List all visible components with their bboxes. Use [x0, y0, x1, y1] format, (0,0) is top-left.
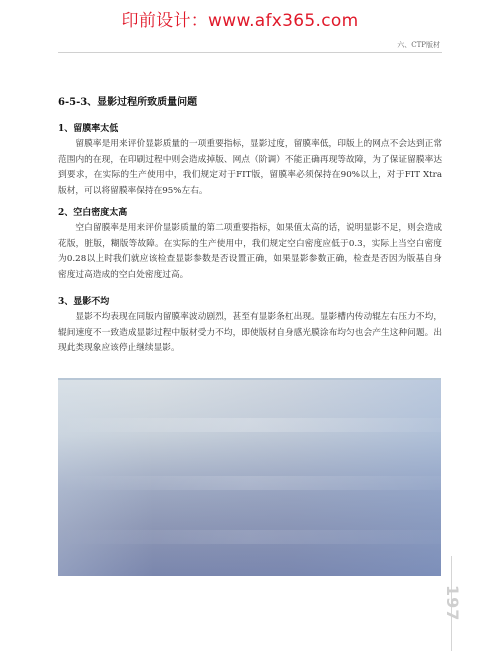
section-3	[58, 295, 442, 357]
uneven-development-plate-photo	[58, 378, 441, 576]
running-head: 六、CTP版材	[397, 41, 440, 49]
photo-streak	[58, 418, 441, 432]
photo-streak	[58, 476, 441, 490]
section-1-heading: 1、留膜率太低	[58, 124, 119, 134]
watermark-text: 印前设计：www.afx365.com	[121, 11, 359, 31]
page-number: 197	[443, 585, 462, 622]
section-2-heading: 2、空白密度太高	[58, 208, 128, 218]
section-2	[58, 206, 442, 283]
photo-streak	[58, 530, 441, 544]
section-1-text: 留膜率是用来评价显影质量的一项重要指标，显影过度，留膜率低，印版上的网点不会达到正常范围内的在现，在印刷过程中则会造成掉版、网点（阶调）不能正确再现等故障，为了保证留膜率达到要求，在实际的生产使用中，我们规定对于FIT版，留膜率必须保持在90%以上，对于FIT Xtra版材，可以将留膜率保持在95%左右。	[58, 139, 442, 196]
section-2-text: 空白留膜率是用来评价显影质量的第二项重要指标，如果值太高的话，说明显影不足，则会造成花版，脏版，糊版等故障。在实际的生产使用中，我们规定空白密度应低于0.3，实际上当空白密度为0.28以上时我们就应该检查显影参数是否设置正确，如果显影参数正确，检查是否因为版基自身密度过高造成的空白处密度过高。	[58, 223, 442, 280]
section-title: 6-5-3、显影过程所致质量问题	[58, 97, 198, 108]
section-1	[58, 122, 442, 199]
header-divider	[58, 52, 442, 53]
section-3-text: 显影不均表现在同版内留膜率波动剧烈，甚至有显影条杠出现。显影槽内传动辊左右压力不均，辊间速度不一致造成显影过程中版材受力不均，即使版材自身感光膜涂布均匀也会产生这种问题。出现此类现象应该停止继续显影。	[58, 312, 442, 353]
section-3-heading: 3、显影不均	[58, 297, 110, 307]
